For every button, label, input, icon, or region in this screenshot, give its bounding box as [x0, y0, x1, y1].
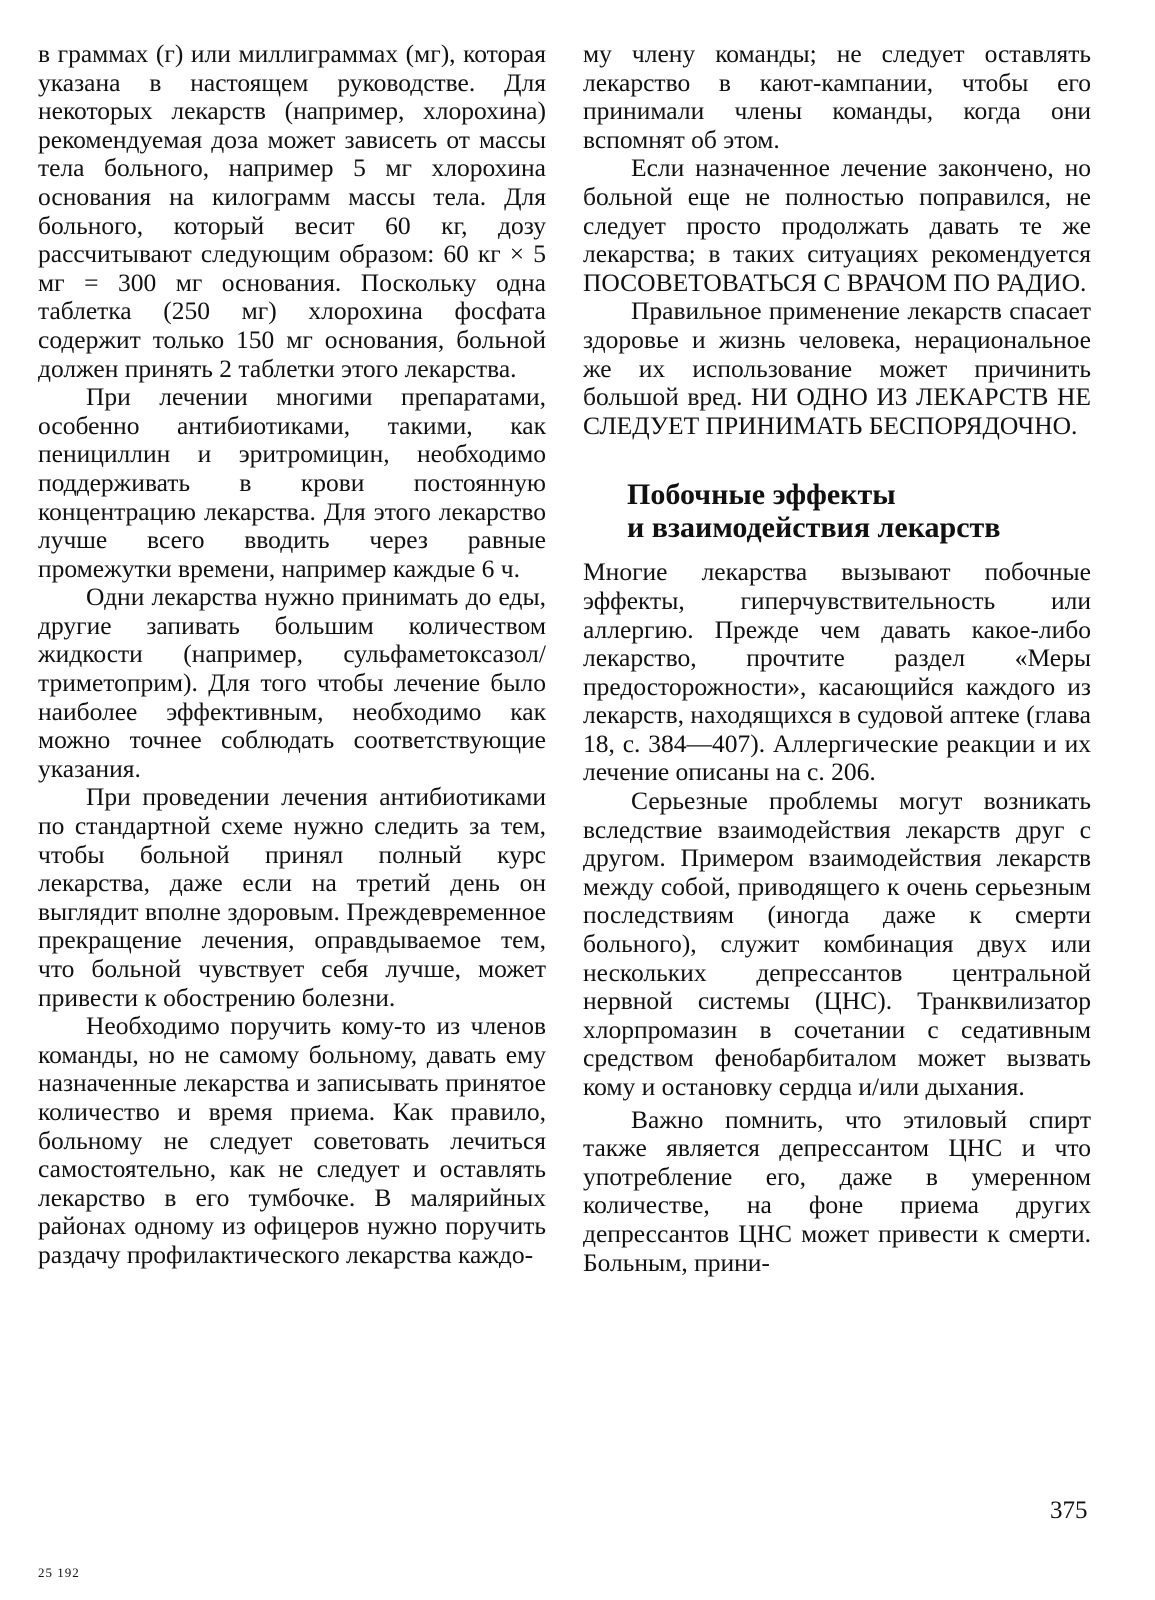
paragraph: Одни лекарства нужно принимать до еды, другие запивать большим количеством жидкости (например, сульфаметоксазол/триметоприм). Для того чтобы лечение было наиболее эффективным, необходимо как можно точнее соблюдать соответствующие указания. — [38, 582, 546, 783]
paragraph: в граммах (г) или миллиграммах (мг), которая указана в настоящем руководстве. Для некоторых лекарств (например, хлорохина) рекомендуемая доза может зависеть от массы тела больного, например 5 мг хлорохина основания на килограмм массы тела. Для больного, который весит 60 кг, дозу рассчитывают следующим образом: 60 кг × 5 мг = 300 мг основания. Поскольку одна таблетка (250 мг) хлорохина фосфата содержит только 150 мг основания, больной должен принять 2 таблетки этого лекарства. — [38, 39, 546, 383]
paragraph: Если назначенное лечение закончено, но больной еще не полностью поправился, не следует просто продолжать давать те же лекарства; в таких ситуациях рекомендуется ПОСОВЕТОВАТЬСЯ С ВРАЧОМ ПО РАДИО. — [583, 153, 1091, 297]
paragraph: Важно помнить, что этиловый спирт также является депрессантом ЦНС и что употребление его, даже в умеренном количестве, на фоне приема других депрессантов ЦНС может привести к смерти. Больным, прини- — [583, 1104, 1091, 1277]
left-column — [38, 40, 546, 1270]
paragraph: При лечении многими препаратами, особенно антибиотиками, такими, как пенициллин и эритромицин, необходимо поддерживать в крови постоянную концентрацию лекарства. Для этого лекарство лучше всего вводить через равные промежутки времени, например каждые 6 ч. — [38, 382, 546, 583]
printer-signature-mark: 25 192 — [38, 1565, 80, 1580]
paragraph: Необходимо поручить кому-то из членов команды, но не самому больному, давать ему назначенные лекарства и записывать принятое количество и время приема. Как правило, больному не следует советовать лечиться самостоятельно, как не следует и оставлять лекарство в его тумбочке. В малярийных районах одному из офицеров нужно поручить раздачу профилактического лекарства каждо- — [38, 1011, 546, 1269]
page-number: 375 — [1050, 1497, 1088, 1524]
paragraph: Правильное применение лекарств спасает здоровье и жизнь человека, нерациональное же их использование может причинить большой вред. НИ ОДНО ИЗ ЛЕКАРСТВ НЕ СЛЕДУЕТ ПРИНИМАТЬ БЕСПОРЯДОЧНО. — [583, 296, 1091, 440]
paragraph: Многие лекарства вызывают побочные эффекты, гиперчувствительность или аллергию. Прежде чем давать какое-либо лекарство, прочтите раздел «Меры предосторожности», касающийся каждого из лекарств, находящихся в судовой аптеке (глава 18, с. 384—407). Аллергические реакции и их лечение описаны на с. 206. — [583, 557, 1091, 787]
right-column — [583, 40, 1091, 1277]
paragraph: Серьезные проблемы могут возникать вследствие взаимодействия лекарств друг с другом. Примером взаимодействия лекарств между собой, приводящего к очень серьезным последствиям (иногда даже к смерти больного), служит комбинация двух или нескольких депрессантов центральной нервной системы (ЦНС). Транквилизатор хлорпромазин в сочетании с седативным средством фенобарбиталом может вызвать кому и остановку сердца и/или дыхания. — [583, 786, 1091, 1101]
section-heading-line: и взаимодействия лекарств — [627, 511, 1001, 545]
paragraph: му члену команды; не следует оставлять лекарство в кают-кампании, чтобы его принимали члены команды, когда они вспомнят об этом. — [583, 39, 1091, 154]
paragraph: При проведении лечения антибиотиками по стандартной схеме нужно следить за тем, чтобы больной принял полный курс лекарства, даже если на третий день он выглядит вполне здоровым. Преждевременное прекращение лечения, оправдываемое тем, что больной чувствует себя лучше, может привести к обострению болезни. — [38, 782, 546, 1012]
section-heading — [627, 478, 1091, 544]
section-heading-line: Побочные эффекты — [627, 478, 896, 512]
